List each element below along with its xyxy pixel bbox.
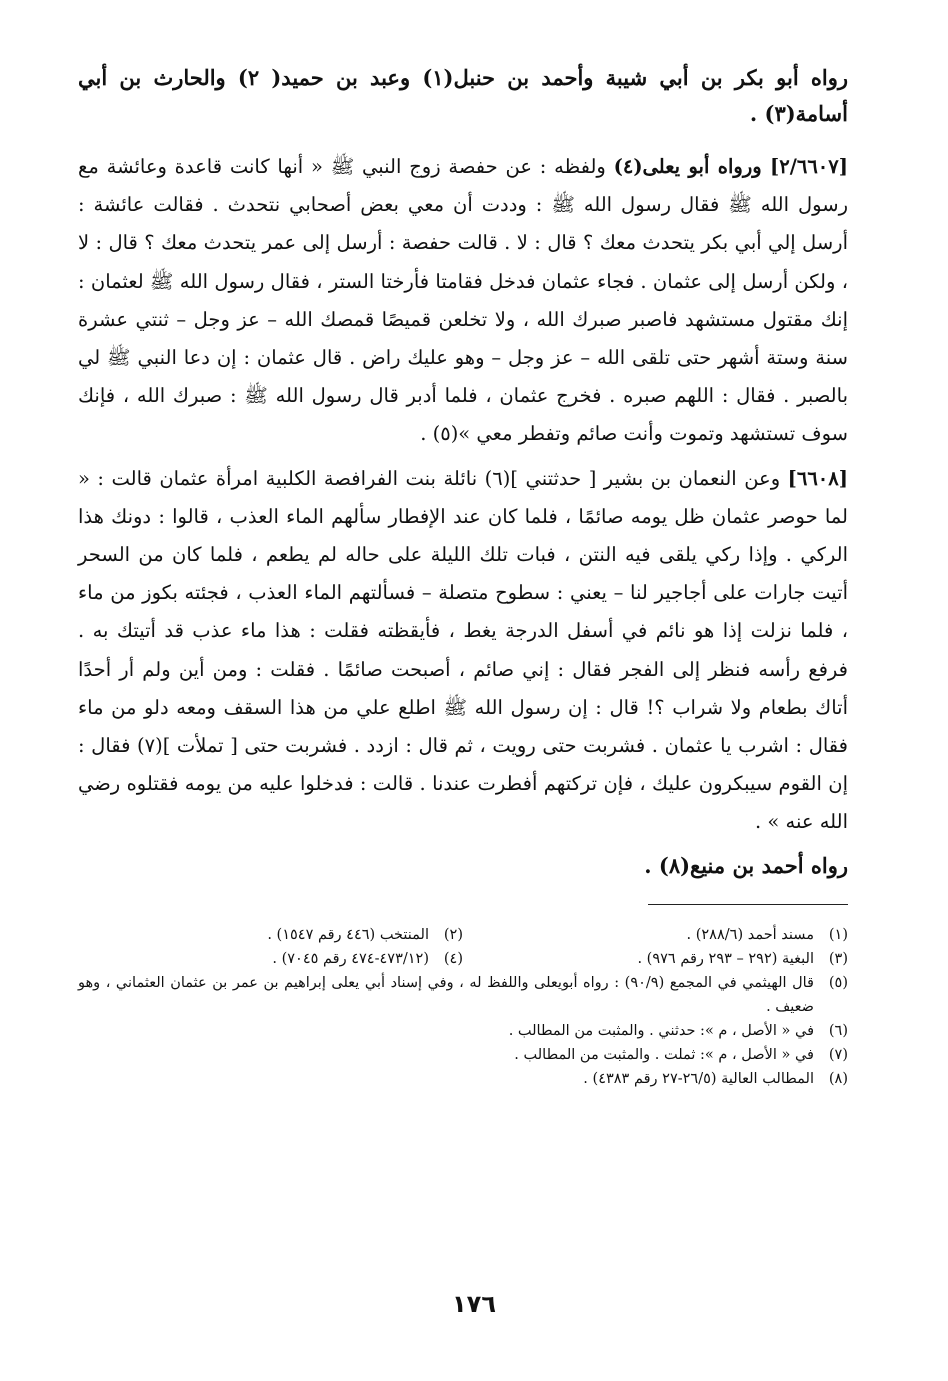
footnote-3 [463, 947, 848, 971]
footnote-1 [463, 923, 848, 947]
closing-attribution: رواه أحمد بن منيع(٨) . [644, 852, 848, 878]
footnote-text: (٤٧٣/١٢-٤٧٤ رقم ٧٠٤٥) . [272, 950, 429, 967]
footnote-row [78, 1043, 848, 1067]
footnote-number: (٦) [828, 1022, 848, 1039]
footnote-2 [78, 923, 463, 947]
footnote-text: قال الهيثمي في المجمع (٩٠/٩) : رواه أبويعلى واللفظ له ، وفي إسناد أبي يعلى إبراهيم بن عمر بن عثمان العثماني ، وهو ضعيف . [78, 974, 814, 1015]
footnotes [78, 923, 848, 1091]
footnote-number: (٣) [828, 950, 848, 967]
footnote-number: (٨) [828, 1070, 848, 1087]
footnote-number: (٥) [828, 974, 848, 991]
footnote-text: المنتخب (٤٤٦ رقم ١٥٤٧) . [267, 926, 429, 943]
footnote-text: البغية (٢٩٢ – ٢٩٣ رقم ٩٧٦) . [637, 950, 814, 967]
footnote-row [78, 947, 848, 971]
hadith-text-6607: ولفظه : عن حفصة زوج النبي ﷺ « أنها كانت قاعدة وعائشة مع رسول الله ﷺ فقال رسول الله ﷺ : وددت أن معي بعض أصحابي نتحدث . فقالت عائشة : أرسل إلي أبي بكر يتحدث معك ؟ قال : لا . قالت حفصة : أرسل إلى عمر يتحدث معك ؟ قال : لا ، ولكن أرسل إلى عثمان . فجاء عثمان فدخل فقامتا فأرختا الستر ، فقال رسول الله ﷺ لعثمان : إنك مقتول مستشهد فاصبر صبرك الله ، ولا تخلعن قميصًا قمصك الله – عز وجل – ثنتي عشرة سنة وستة أشهر حتى تلقى الله – عز وجل – وهو عليك راض . قال عثمان : إن دعا النبي ﷺ لي بالصبر . فقال : اللهم صبره . فخرج عثمان ، فلما أدبر قال رسول الله ﷺ : صبرك الله ، فإنك سوف تستشهد وتموت وأنت صائم وتفطر معي »(٥) . [78, 155, 848, 446]
footnote-number: (٤) [443, 950, 463, 967]
footnote-row [78, 1019, 848, 1043]
footnote-number: (٢) [443, 926, 463, 943]
footnote-5 [78, 971, 848, 1019]
page-number: ١٧٦ [452, 1290, 496, 1318]
page-body [78, 60, 848, 1091]
hadith-paragraph-6607 [78, 148, 848, 454]
hadith-header-6608: [٦٦٠٨] [787, 466, 848, 490]
footnote-row [78, 971, 848, 1019]
footnote-divider [648, 904, 848, 905]
footnote-6 [78, 1019, 848, 1043]
footnote-text: في « الأصل ، م »: حدثني . والمثبت من المطالب . [508, 1022, 814, 1039]
footnote-text: المطالب العالية (٢٦/٥-٢٧ رقم ٤٣٨٣) . [583, 1070, 814, 1087]
footnote-8 [78, 1067, 848, 1091]
footnote-number: (١) [828, 926, 848, 943]
footnote-text: مسند أحمد (٢٨٨/٦) . [686, 926, 814, 943]
footnote-4 [78, 947, 463, 971]
footnote-7 [78, 1043, 848, 1067]
intro-paragraph: رواه أبو بكر بن أبي شيبة وأحمد بن حنبل(١) وعبد بن حميد( ٢) والحارث بن أبي أسامة(٣) . [78, 65, 848, 126]
hadith-paragraph-6608 [78, 460, 848, 842]
hadith-header-6607: [٢/٦٦٠٧] ورواه أبو يعلى(٤) [613, 155, 848, 178]
hadith-text-6608: وعن النعمان بن بشير [ حدثتني ](٦) نائلة بنت الفرافصة الكلبية امرأة عثمان قالت : « لما حوصر عثمان ظل يومه صائمًا ، فلما كان عند الإفطار سألهم الماء العذب ، قالوا : دونك هذا الركي . وإذا ركي يلقى فيه النتن ، فبات تلك الليلة على حاله لم يطعم ، فلما كان من السحر أتيت جارات على أجاجير لنا – يعني : سطوح متصلة – فسألتهم الماء العذب ، فجئته بكوز من ماء ، فلما نزلت إذا هو نائم في أسفل الدرجة يغط ، فأيقظته فقلت : هذا ماء عذب قد أتيتك به . فرفع رأسه فنظر إلى الفجر فقال : إني صائم ، أصبحت صائمًا . فقلت : ومن أين ولم أر أحدًا أتاك بطعام ولا شراب ؟! قال : إن رسول الله ﷺ اطلع علي من هذا السقف ومعه دلو من ماء فقال : اشرب يا عثمان . فشربت حتى رويت ، ثم قال : ازدد . فشربت حتى [ تملأت ](٧) فقال : إن القوم سيبكرون عليك ، فإن تركتهم أفطرت عندنا . قالت : فدخلوا عليه من يومه فقتلوه رضي الله عنه » . [78, 466, 849, 834]
footnote-text: في « الأصل ، م »: ثملت . والمثبت من المطالب . [514, 1046, 814, 1063]
footnote-row [78, 1067, 848, 1091]
footnote-number: (٧) [828, 1046, 848, 1063]
footnote-row [78, 923, 848, 947]
